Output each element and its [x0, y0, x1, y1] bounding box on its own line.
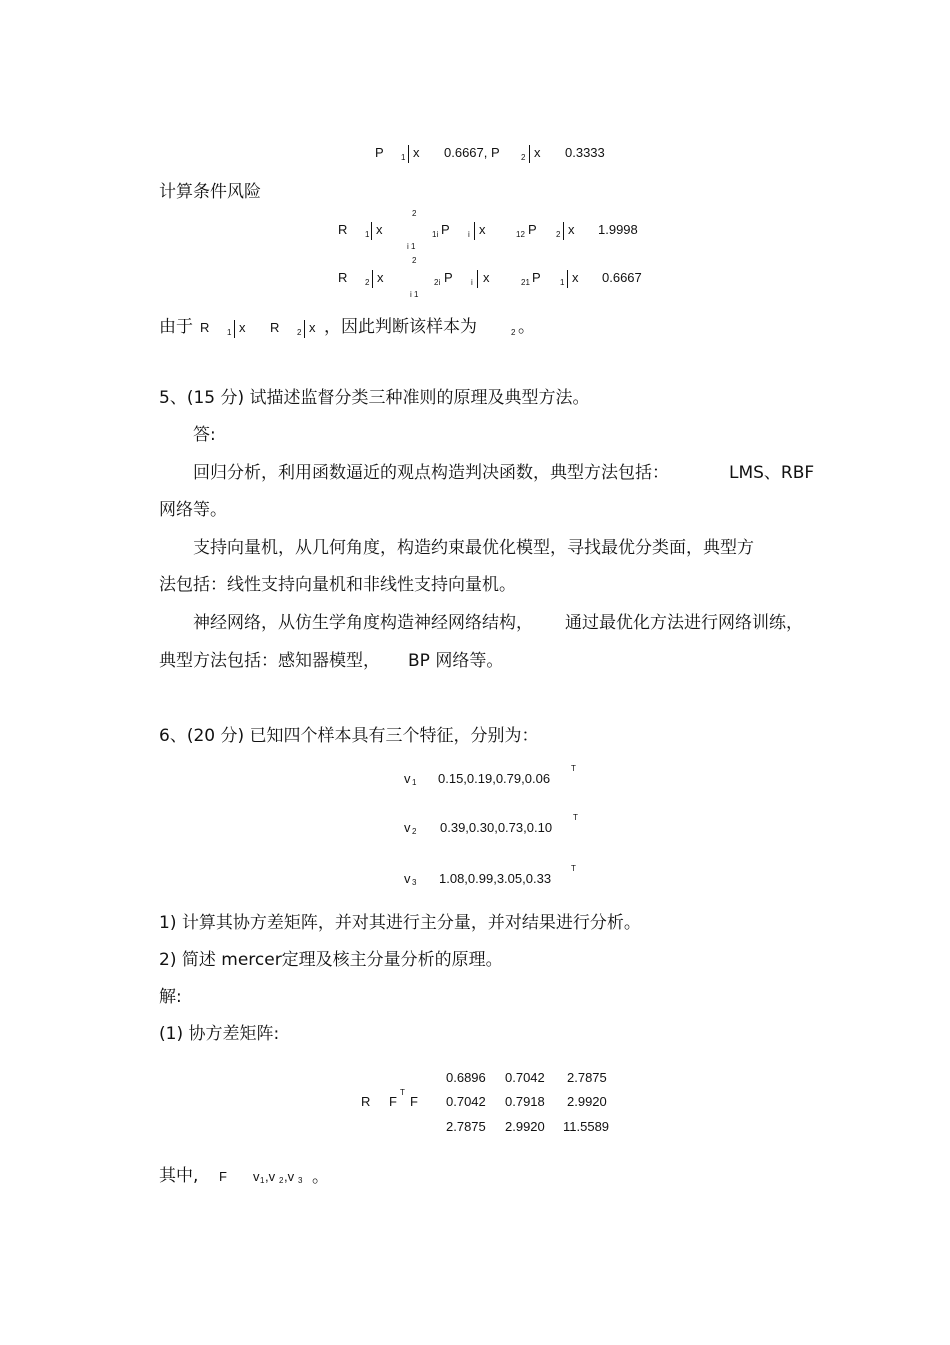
v1-sup: T: [571, 764, 576, 773]
posterior-val2: 0.3333: [565, 145, 605, 160]
r2-term2-sub2: 1: [560, 278, 565, 287]
r2-sum-bottom: i 1: [410, 290, 419, 299]
q6-task2: 2) 简述 mercer定理及核主分量分析的原理。: [159, 950, 503, 970]
r1-sub: 1: [365, 230, 370, 239]
q5-p1-line1: 回归分析，利用函数逼近的观点构造判决函数，典型方法包括：: [193, 463, 669, 483]
r2-term1-p: P: [444, 270, 453, 285]
q6-solution-label: 解:: [159, 987, 182, 1007]
q5-p2-line2: 法包括：线性支持向量机和非线性支持向量机。: [159, 575, 516, 595]
q6-task1: 1) 计算其协方差矩阵，并对其进行主分量，并对结果进行分析。: [159, 913, 641, 933]
matrix-cell: 0.7918: [505, 1094, 545, 1109]
r1-bar: [371, 222, 372, 240]
v2-sup: T: [573, 813, 578, 822]
q5-p3-line1b: 通过最优化方法进行网络训练，: [565, 613, 803, 633]
conclusion-prefix: 由于: [159, 317, 193, 337]
conclusion-r2: R: [270, 320, 280, 335]
v2-name: v: [404, 820, 411, 835]
matrix-lhs: R: [361, 1094, 371, 1109]
v3-sub: 3: [412, 878, 417, 887]
matrix-cell: 0.7042: [505, 1070, 545, 1085]
posterior-val1: 0.6667, P: [444, 145, 500, 160]
v2-sub: 2: [412, 827, 417, 836]
r2-term1-bar: [477, 270, 478, 288]
posterior-x2: x: [534, 145, 541, 160]
r1-term2-x: x: [568, 222, 575, 237]
r1-term1-sub2: i: [468, 230, 470, 239]
conclusion-r1-sub: 1: [227, 328, 232, 337]
r1-term2-sub2: 2: [556, 230, 561, 239]
v3-name: v: [404, 871, 411, 886]
r1-r: R: [338, 222, 348, 237]
matrix-f: F: [389, 1094, 397, 1109]
r2-term2-x: x: [572, 270, 579, 285]
r2-r: R: [338, 270, 348, 285]
r2-sub: 2: [365, 278, 370, 287]
r1-term2-bar: [563, 222, 564, 240]
matrix-cell: 2.9920: [505, 1119, 545, 1134]
conclusion-class-sub: 2: [511, 328, 516, 337]
conclusion-text: ，因此判断该样本为: [324, 317, 477, 337]
r1-term1-sub: 1i: [432, 230, 439, 239]
conclusion-r1: R: [200, 320, 210, 335]
r2-term1-x: x: [483, 270, 490, 285]
conclusion-bar1: [234, 320, 235, 338]
r2-x: x: [377, 270, 384, 285]
r2-term2-p: P: [532, 270, 541, 285]
where-s2: 2: [279, 1176, 284, 1185]
v3-sup: T: [571, 864, 576, 873]
where-prefix: 其中,: [159, 1166, 199, 1186]
r2-bar: [372, 270, 373, 288]
posterior-bar1: [408, 145, 409, 163]
q5-answer-label: 答:: [193, 425, 216, 445]
v1-sub: 1: [412, 778, 417, 787]
q5-p3-line2b: BP 网络等。: [408, 651, 504, 671]
r1-x: x: [376, 222, 383, 237]
q5-p3-line1a: 神经网络，从仿生学角度构造神经网络结构，: [193, 613, 533, 633]
where-f: F: [219, 1169, 227, 1184]
r1-term2-p: P: [528, 222, 537, 237]
where-v1: v: [253, 1169, 260, 1184]
posterior-bar2: [529, 145, 530, 163]
conclusion-r2-x: x: [309, 320, 316, 335]
r2-term1-sub: 2i: [434, 278, 441, 287]
where-s1: 1: [260, 1176, 265, 1185]
v2-value: 0.39,0.30,0.73,0.10: [440, 820, 553, 835]
where-c1: ,v: [265, 1169, 276, 1184]
matrix-cell: 2.7875: [446, 1119, 486, 1134]
v1-value: 0.15,0.19,0.79,0.06: [438, 771, 551, 786]
posterior-p1: P: [375, 145, 384, 160]
where-end: 。: [312, 1167, 329, 1187]
matrix-cell: 11.5589: [563, 1119, 610, 1134]
conclusion-bar2: [304, 320, 305, 338]
matrix-cell: 0.7042: [446, 1094, 486, 1109]
q6-cov-label: (1) 协方差矩阵:: [159, 1024, 280, 1044]
q5-p2-line1: 支持向量机，从几何角度，构造约束最优化模型，寻找最优分类面，典型方: [193, 538, 754, 558]
r1-term1-x: x: [479, 222, 486, 237]
r2-sum-top: 2: [412, 256, 417, 265]
r1-term2-sub: 12: [516, 230, 525, 239]
where-c2: ,v: [284, 1169, 295, 1184]
risk-heading: 计算条件风险: [159, 182, 261, 202]
v1-name: v: [404, 771, 411, 786]
q5-p3-line2a: 典型方法包括：感知器模型，: [159, 651, 380, 671]
r2-value: 0.6667: [602, 270, 642, 285]
r1-term1-p: P: [441, 222, 450, 237]
r1-sum-bottom: i 1: [407, 242, 416, 251]
posterior-sub1: 1: [401, 153, 406, 162]
conclusion-end: 。: [518, 317, 535, 337]
r1-value: 1.9998: [598, 222, 638, 237]
q5-p1-line2: 网络等。: [159, 500, 227, 520]
r2-term1-sub2: i: [471, 278, 473, 287]
conclusion-r2-sub: 2: [297, 328, 302, 337]
r1-term1-bar: [474, 222, 475, 240]
matrix-cell: 2.7875: [567, 1070, 607, 1085]
q6-title: 6、(20 分) 已知四个样本具有三个特征，分别为：: [159, 726, 539, 746]
matrix-cell: 2.9920: [567, 1094, 607, 1109]
r1-sum-top: 2: [412, 209, 417, 218]
matrix-cell: 0.6896: [446, 1070, 486, 1085]
posterior-sub2: 2: [521, 153, 526, 162]
conclusion-r1-x: x: [239, 320, 246, 335]
matrix-transpose: T: [400, 1088, 405, 1097]
where-s3: 3: [298, 1176, 303, 1185]
q5-p1-tail: LMS、RBF: [729, 463, 815, 483]
posterior-x1: x: [413, 145, 420, 160]
v3-value: 1.08,0.99,3.05,0.33: [439, 871, 552, 886]
r2-term2-bar: [567, 270, 568, 288]
q5-title: 5、(15 分) 试描述监督分类三种准则的原理及典型方法。: [159, 388, 590, 408]
matrix-f2: F: [410, 1094, 418, 1109]
r2-term2-sub: 21: [521, 278, 530, 287]
